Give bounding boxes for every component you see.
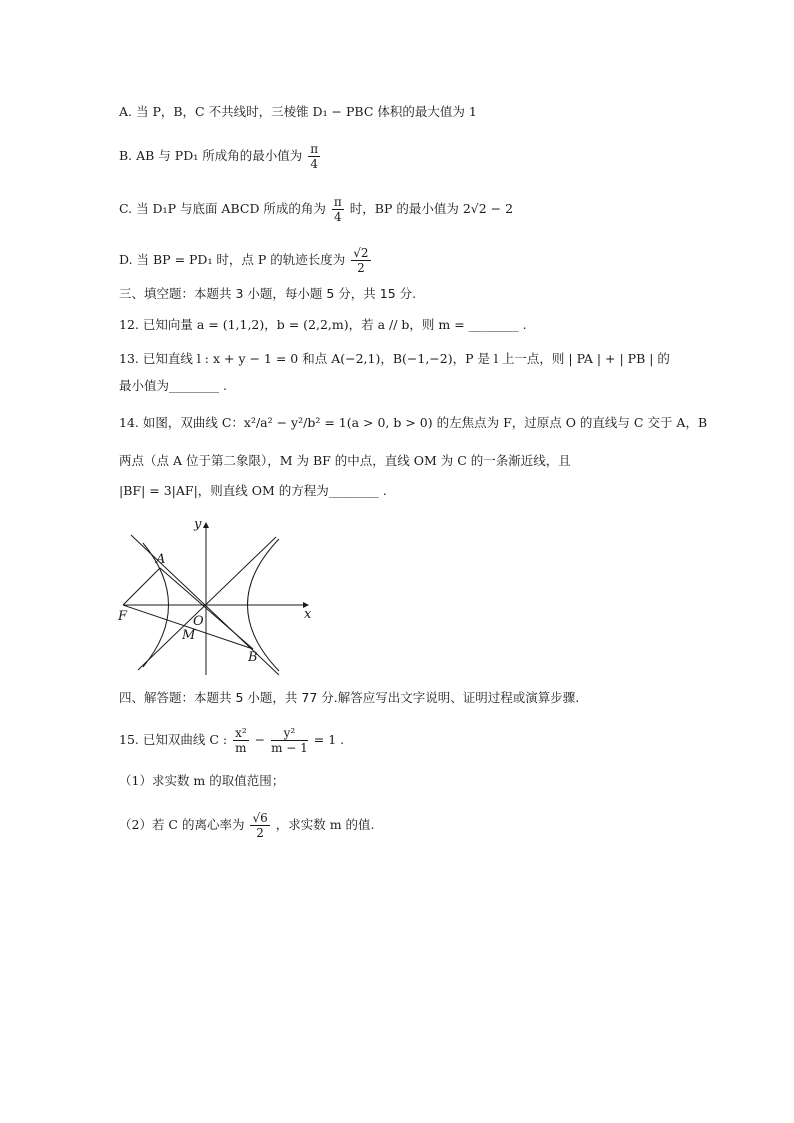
question-14-line3	[119, 482, 387, 500]
question-15	[119, 727, 344, 754]
label-b: B	[248, 650, 258, 665]
question-15-part1-text: （1）求实数 m 的取值范围；	[119, 773, 285, 788]
option-c	[119, 196, 513, 223]
question-15-part2-pre: （2）若 C 的离心率为	[119, 817, 245, 832]
question-15-part2-frac-num: √6	[252, 811, 268, 825]
label-a: A	[156, 552, 166, 567]
question-13-line2	[119, 377, 227, 395]
hyperbola-figure	[116, 515, 321, 680]
question-13-line1	[119, 350, 670, 368]
section4-title: 四、解答题：本题共 5 小题，共 77 分.解答应写出文字说明、证明过程或演算步骤.	[119, 690, 580, 705]
option-c-post: 时，BP 的最小值为 2√2 − 2	[349, 201, 514, 216]
option-b-fraction	[308, 143, 320, 170]
label-x: x	[304, 607, 312, 622]
section4-heading	[119, 689, 579, 707]
option-a	[119, 103, 477, 121]
question-14-text3: |BF| = 3|AF|，则直线 OM 的方程为________ .	[119, 483, 387, 498]
question-12	[119, 316, 527, 334]
question-15-pre: 15. 已知双曲线 C :	[119, 732, 228, 747]
option-b	[119, 143, 322, 170]
question-15-post: = 1 .	[313, 732, 345, 747]
question-15-frac1	[233, 727, 249, 754]
question-15-frac2-den: m − 1	[271, 741, 308, 755]
question-13-text2: 最小值为________ .	[119, 378, 227, 393]
option-c-frac-num: π	[333, 195, 342, 209]
section3-heading	[119, 285, 416, 303]
question-15-part2	[119, 812, 375, 839]
question-15-part2-post: ，求实数 m 的值.	[275, 817, 375, 832]
label-o: O	[193, 614, 204, 629]
label-y: y	[194, 517, 202, 532]
question-14-text1: 14. 如图，双曲线 C：x²/a² − y²/b² = 1(a > 0, b > 0) 的左焦点为 F，过原点 O 的直线与 C 交于 A，B	[119, 415, 708, 430]
question-15-part2-fraction	[250, 812, 269, 839]
question-12-text: 12. 已知向量 a = (1,1,2)，b = (2,2,m)，若 a // b，则 m = ________ .	[119, 317, 527, 332]
option-d-frac-num: √2	[353, 246, 369, 260]
question-15-part2-frac-den: 2	[256, 826, 264, 840]
question-14-line2	[119, 452, 571, 470]
option-d-fraction	[351, 247, 370, 274]
question-15-frac2-num: y²	[271, 727, 308, 741]
question-13-text1: 13. 已知直线 l : x + y − 1 = 0 和点 A(−2,1)，B(−1,−2)，P 是 l 上一点，则 | PA | + | PB | 的	[119, 351, 670, 366]
label-f: F	[118, 609, 128, 624]
section3-title: 三、填空题：本题共 3 小题，每小题 5 分，共 15 分.	[119, 286, 417, 301]
question-14-line1	[119, 414, 707, 432]
question-15-frac1-num: x²	[235, 726, 247, 740]
question-15-frac2	[271, 727, 308, 754]
option-b-text: B. AB 与 PD₁ 所成角的最小值为	[119, 148, 303, 163]
option-c-pre: C. 当 D₁P 与底面 ABCD 所成的角为	[119, 201, 326, 216]
option-a-text: A. 当 P，B，C 不共线时，三棱锥 D₁ − PBC 体积的最大值为 1	[119, 104, 477, 119]
option-b-frac-num: π	[310, 142, 319, 156]
label-m: M	[182, 628, 196, 643]
question-15-part1	[119, 772, 284, 790]
option-b-frac-den: 4	[310, 157, 318, 171]
question-14-text2: 两点（点 A 位于第二象限），M 为 BF 的中点，直线 OM 为 C 的一条渐近线，且	[119, 453, 571, 468]
question-15-minus: −	[254, 732, 266, 747]
question-15-frac1-den: m	[235, 741, 247, 755]
option-d	[119, 247, 373, 274]
option-c-frac-den: 4	[334, 210, 342, 224]
segment-fa	[123, 568, 160, 605]
option-c-fraction	[332, 196, 344, 223]
option-d-pre: D. 当 BP = PD₁ 时，点 P 的轨迹长度为	[119, 252, 346, 267]
option-d-frac-den: 2	[357, 261, 365, 275]
